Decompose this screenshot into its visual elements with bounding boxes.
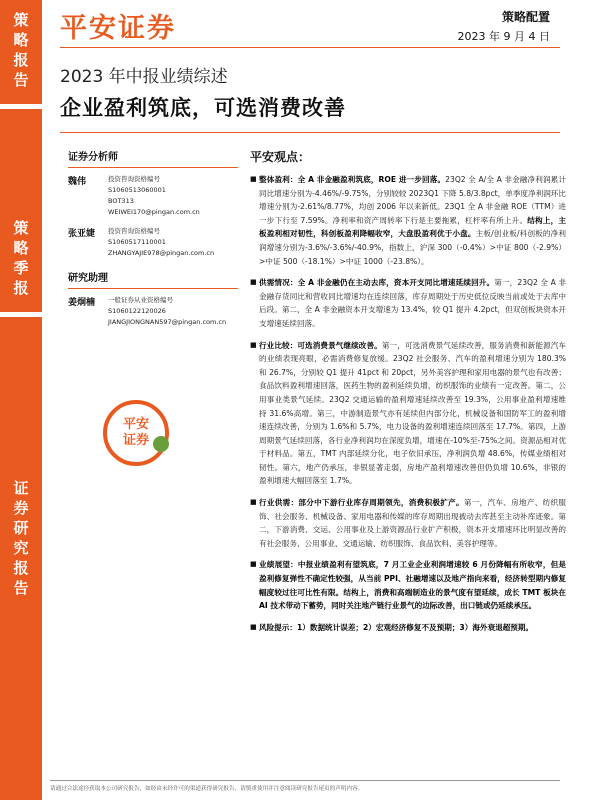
bullet-lead: 行业比较：可选消费景气继续改善。 — [259, 340, 382, 350]
company-logo — [60, 6, 176, 45]
analyst-name: 张亚婕 — [68, 229, 96, 239]
side-char: 究 — [13, 539, 29, 557]
side-char: 告 — [13, 579, 29, 597]
pingan-securities-badge — [103, 400, 169, 466]
title-divider — [60, 132, 560, 133]
side-char: 策 — [13, 11, 29, 29]
bullet-text — [259, 276, 566, 330]
view-bullet — [250, 496, 566, 550]
key-views-section — [250, 148, 566, 642]
analyst-entry — [68, 174, 238, 218]
side-separator — [0, 312, 42, 317]
assistant-info — [108, 295, 226, 328]
bullet-text — [259, 558, 566, 612]
analyst-info-line: 投资咨询资格编号 — [108, 227, 160, 235]
bullet-text — [259, 496, 566, 550]
view-bullet — [250, 621, 566, 635]
badge-text: 证券 — [122, 433, 149, 448]
assistant-name: 姜炯楠 — [68, 298, 96, 308]
analyst-column — [68, 148, 238, 336]
bullet-lead: 业绩展望：中报业绩盈利有望筑底，7 月工业企业利润增速较 6 月份降幅有所收窄，但是盈利修复弹性不确定性较强，从当前 PPI、社融增速以及地产指向来看，经济转型期内修复幅度较过往可比性有限。结构上，消费和高端制造业的景气度有望延续，成长 TMT 板块在 AI 技术带动下蓄势，同时关注地产链行业景气的边际改善，出口链或仍延续承压。 — [259, 560, 566, 611]
side-char: 策 — [13, 219, 29, 237]
analyst-info-line: S1060517110001 — [108, 238, 166, 246]
analyst-info — [108, 226, 214, 259]
side-char: 报 — [13, 51, 29, 69]
bullet-lead: 整体盈利：全 A 非金融盈利筑底，ROE 进一步回落。 — [259, 175, 446, 184]
side-char: 证 — [13, 479, 29, 497]
badge-text: 平安 — [122, 417, 149, 432]
footer-divider — [50, 780, 560, 781]
bullet-marker-icon: ■ — [250, 560, 257, 569]
bullet-body: 第一，汽车、房地产、纺织服饰、社会服务、机械设备、家用电器和传媒的库存周期出现被动去库甚至主动补库迹象。第二，下游消费、交运、公用事业及上游资源品行业扩产积极，资本开支增速环比明显改善的有社会服务、公用事业、交通运输、纺织服饰、食品饮料、美容护理等。 — [259, 498, 567, 548]
side-label-strategy-quarterly — [0, 218, 42, 298]
bullet-body: 主板/创业板/科创板的净利润增速分别为-3.6%/-3.6%/-40.9%，指数上，沪深 300（-0.4%）>中证 800（-2.9%）>中证 500（-18.1%）>中证 1000（-23.8%）。 — [259, 229, 566, 266]
side-label-strategy-report — [0, 10, 42, 90]
analyst-entry — [68, 226, 238, 259]
analyst-email[interactable]: ZHANGYAJIE978@pingan.com.cn — [108, 249, 215, 257]
side-char: 略 — [13, 31, 29, 49]
bullet-body: 第一，可选消费景气延续改善，服务消费和新能源汽车的业绩表现亮眼，必需消费修复放缓。23Q2 社会服务、汽车的盈利增速分别为 180.3% 和 26.7%，分别较 Q1 提升 41pct 和 20pct，另外美容护理和家用电器的景气也有改善；食品饮料盈利增速回落，医药生物的盈利延续负增，纺织服饰的业绩有一定改善。第二，公用事业类景气延续。23Q2 交通运输的盈利增速延续改善至 19.3%，公用事业盈利增速维持 31.6%高增。第三，中游制造景气亦有延续但内部分化，机械设备和国防军工的盈利增速连续改善，分别为 1.6%和 5.7%，电力设备的盈利增速连续回落至 17.7%。第四，上游周期景气延续回落，各行业净利润均在深度负增，增速在-10%至-75%之间。资源品相对优于材料品。第五，TMT 内部延续分化，电子依旧承压，净利润负增 48.6%，传媒业绩相对韧性。第六，地产仍承压，非银显著走弱，房地产盈利增速改善但仍负增 10.6%，非银的盈利增速大幅回落至 1.7%。 — [259, 340, 567, 486]
analyst-info — [108, 174, 200, 218]
key-views-heading: 平安观点： — [250, 150, 311, 164]
badge-leaf-icon — [153, 436, 169, 452]
bullet-marker-icon: ■ — [250, 498, 257, 507]
bullet-lead: 行业供需：部分中下游行业库存周期领先，消费积极扩产。 — [259, 498, 464, 508]
header-divider — [60, 47, 560, 48]
bullet-marker-icon: ■ — [250, 622, 257, 631]
side-char: 季 — [13, 259, 29, 277]
bullet-text — [259, 621, 533, 635]
report-date: 2023 年 9 月 4 日 — [457, 30, 550, 43]
bullet-text — [259, 173, 566, 268]
analyst-heading: 证券分析师 — [68, 148, 238, 168]
side-char: 告 — [13, 71, 29, 89]
bullet-text — [259, 339, 566, 489]
side-char: 报 — [13, 559, 29, 577]
report-type: 策略配置 — [501, 10, 550, 24]
side-separator — [0, 104, 42, 109]
bullet-marker-icon: ■ — [250, 278, 257, 287]
sub-title: 2023 年中报业绩综述 — [60, 67, 228, 87]
side-label-securities-research — [0, 478, 42, 598]
assistant-info-line: S1060122120026 — [108, 307, 166, 315]
bullet-lead: 供需情况：全 A 非金融仍在主动去库，资本开支同比增速延续回升。 — [259, 278, 495, 288]
bullet-marker-icon: ■ — [250, 340, 257, 349]
view-bullet — [250, 339, 566, 489]
page-title: 企业盈利筑底，可选消费改善 — [60, 96, 346, 120]
footer-disclaimer: 请通过合法途径获取本公司研究报告，如经由未经许可的渠道获得研究报告，请慎重使用并注意阅读研究报告尾页的声明内容。 — [50, 786, 364, 792]
bullet-body: 第一，23Q2 全 A 非金融存货同比和营收同比增速均在连续回落，库存周期处于历史低位反映当前或处于去库中后段。第二，全 A 非金融资本开支增速为 13.4%，较 Q1 提升 4.2pct，但双创板块资本开支增速延续回落。 — [259, 278, 566, 328]
bullet-marker-icon: ■ — [250, 175, 257, 183]
logo-text: 平安证券 — [60, 13, 176, 44]
side-char: 报 — [13, 279, 29, 297]
view-bullet — [250, 558, 566, 612]
analyst-info-line: 投资咨询资格编号 — [108, 175, 160, 183]
analyst-info-line: S1060513060001 — [108, 186, 166, 194]
side-bar — [0, 0, 42, 800]
bullet-lead: 结构上，主板盈利相对韧性，科创板盈利降幅收窄，大盘股盈利优于小盘。 — [259, 215, 566, 239]
side-char: 券 — [13, 499, 29, 517]
bullet-lead: 风险提示：1）数据统计误差；2）宏观经济修复不及预期；3）海外衰退超预期。 — [259, 622, 534, 632]
side-char: 研 — [13, 519, 29, 537]
analyst-info-line: BOT313 — [108, 197, 134, 205]
assistant-entry — [68, 295, 238, 328]
bullet-body: 23Q2 全 A/全 A 非金融净利润累计同比增速分别为-4.46%/-9.75%，分别较较 2023Q1 下降 5.8/3.8pct，单季度净利润环比增速分别为-2.61%/8.77%，均创 2006 年以来新低。23Q1 全 A 非金融 ROE（TTM）进一步下行至 7.59%。净利率和资产周转率下行是主要拖累，杠杆率有所上升。 — [259, 175, 567, 225]
analyst-name: 魏伟 — [68, 177, 87, 187]
view-bullet — [250, 276, 566, 330]
side-char: 略 — [13, 239, 29, 257]
assistant-heading: 研究助理 — [68, 269, 238, 289]
analyst-email[interactable]: WEIWEI170@pingan.com.cn — [108, 208, 200, 216]
assistant-info-line: 一般证券从业资格编号 — [108, 296, 173, 304]
assistant-email[interactable]: JIANGJIONGNAN597@pingan.com.cn — [108, 318, 227, 326]
view-bullet — [250, 173, 566, 268]
